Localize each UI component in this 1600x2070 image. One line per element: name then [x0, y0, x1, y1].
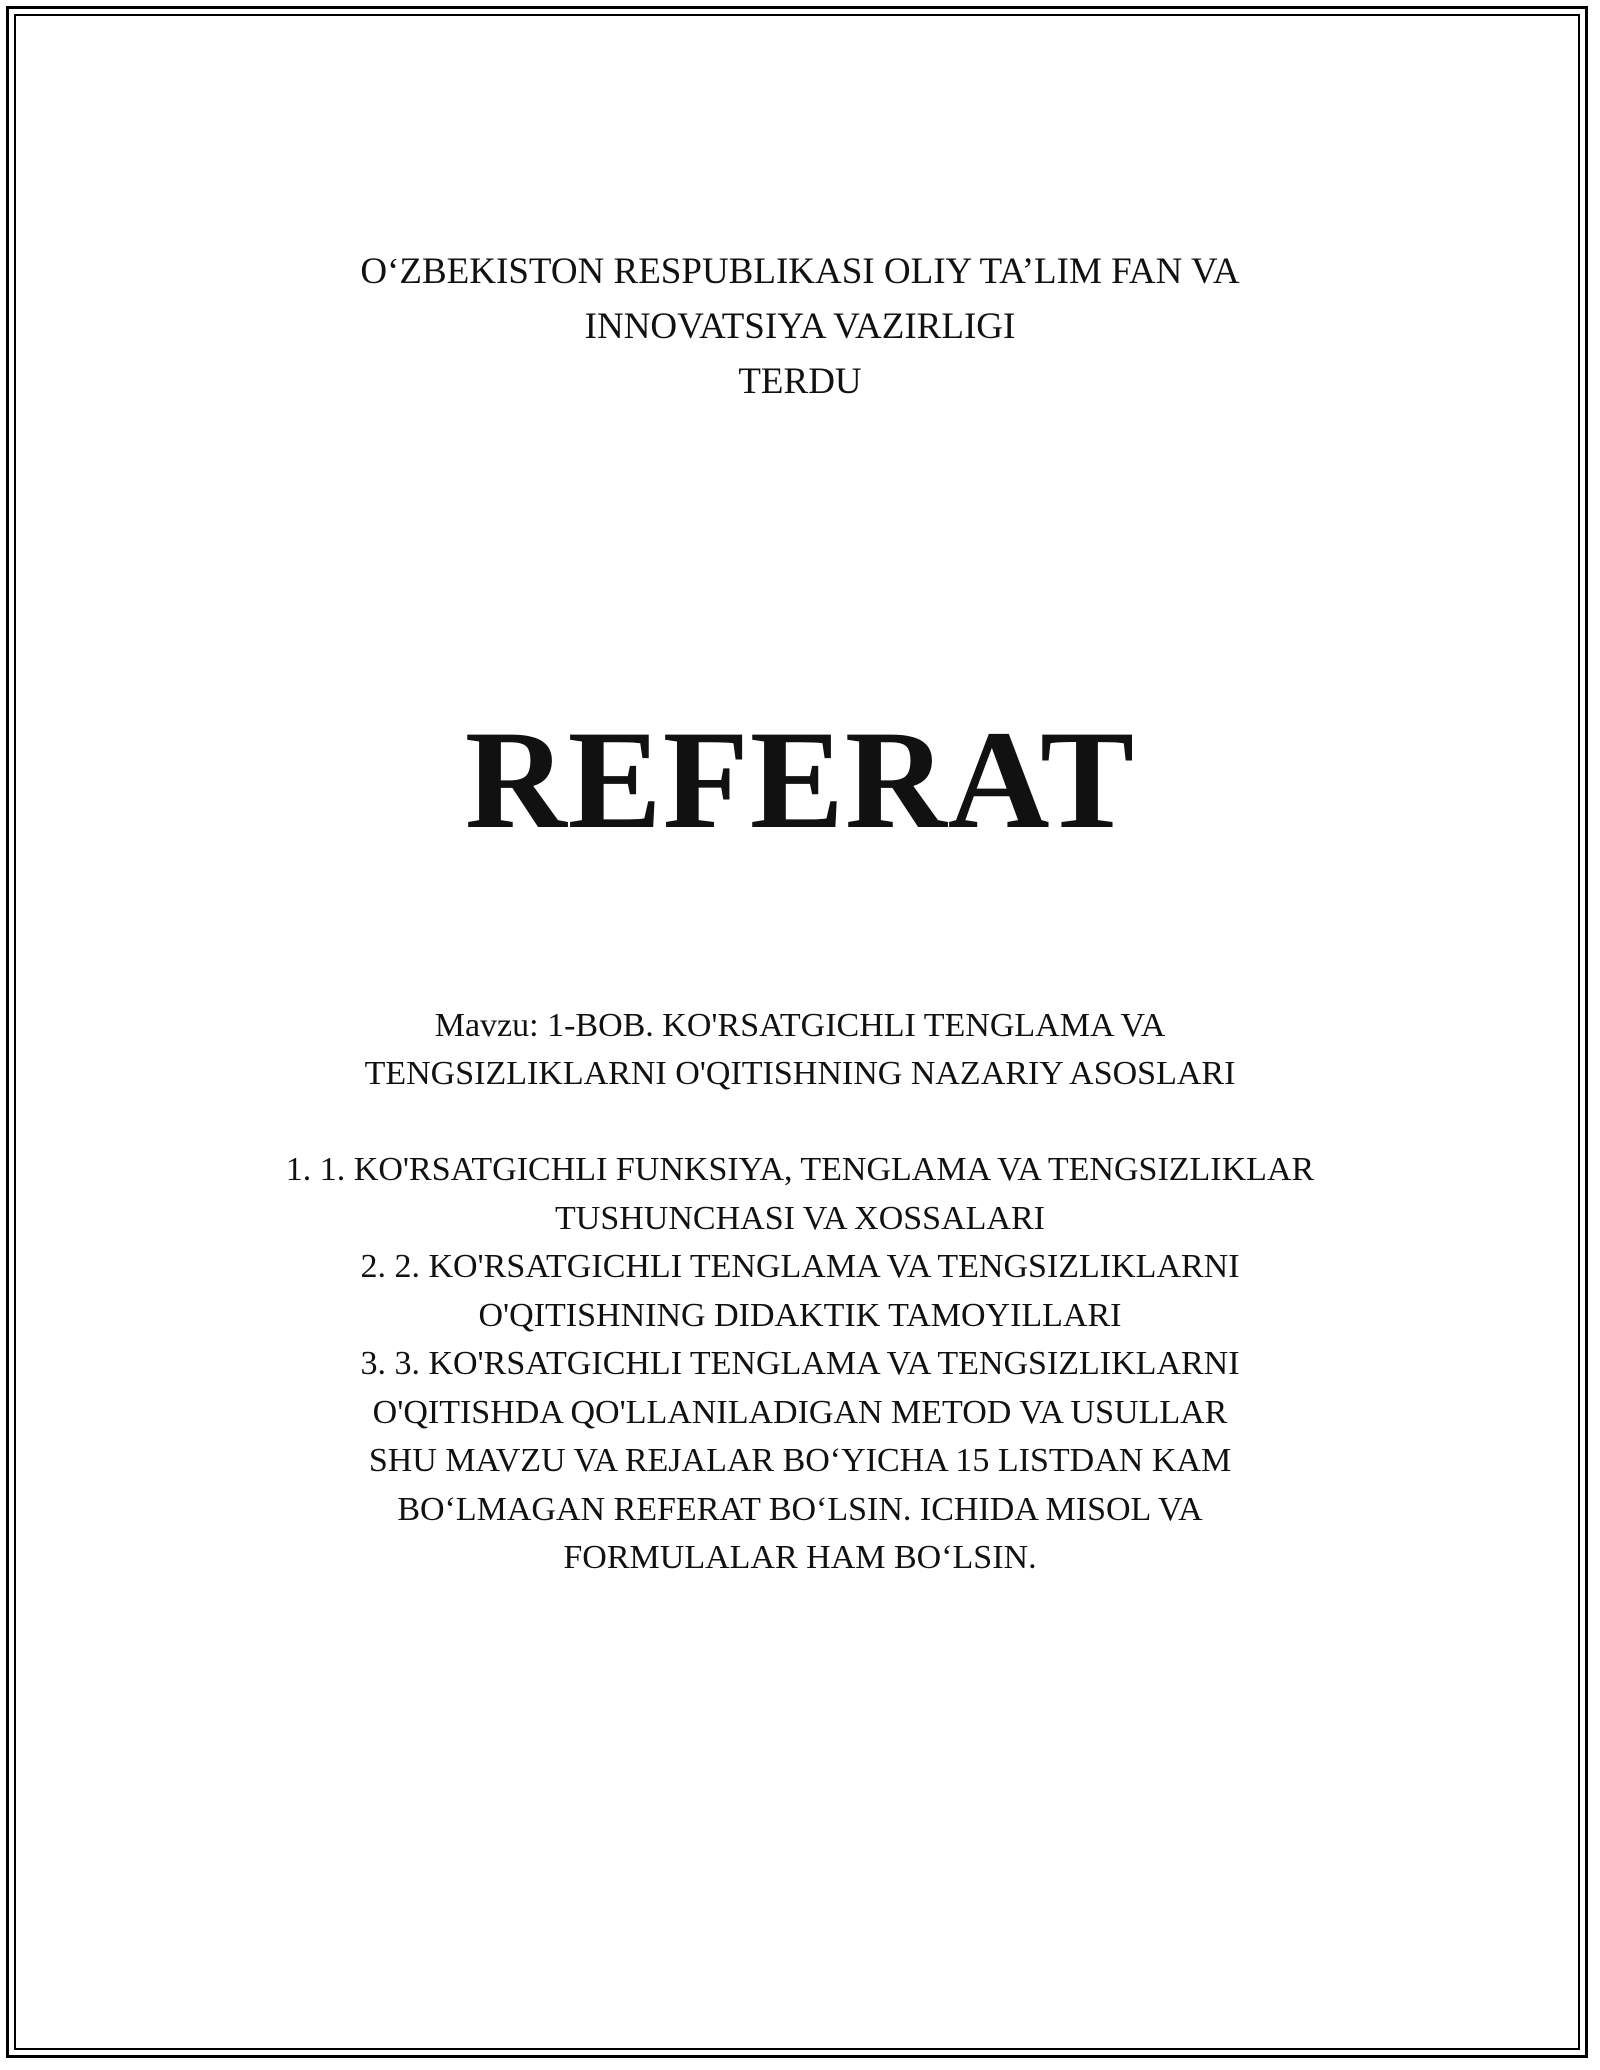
document-title: REFERAT	[464, 702, 1136, 858]
plan-line: O'QITISHNING DIDAKTIK TAMOYILLARI	[478, 1296, 1122, 1334]
plan-line: 3. 3. KO'RSATGICHLI TENGLAMA VA TENGSIZLIKLARNI	[360, 1345, 1240, 1382]
plan-line: TUSHUNCHASI VA XOSSALARI	[555, 1199, 1045, 1237]
instruction-line: BO‘LMAGAN REFERAT BO‘LSIN. ICHIDA MISOL VA	[397, 1490, 1203, 1528]
plan-line: 2. 2. KO'RSATGICHLI TENGLAMA VA TENGSIZLIKLARNI	[360, 1248, 1240, 1285]
topic-line-1: Mavzu: 1-BOB. KO'RSATGICHLI TENGLAMA VA	[434, 1007, 1166, 1044]
ministry-line-2: INNOVATSIYA VAZIRLIGI	[584, 306, 1016, 347]
instruction-line: FORMULALAR HAM BO‘LSIN.	[563, 1539, 1037, 1576]
university-name: TERDU	[738, 361, 862, 402]
topic-line-2: TENGSIZLIKLARNI O'QITISHNING NAZARIY ASOSLARI	[364, 1055, 1236, 1092]
plan-line: 1. 1. KO'RSATGICHLI FUNKSIYA, TENGLAMA VA TENGSIZLIKLAR	[285, 1151, 1315, 1188]
instruction-line: SHU MAVZU VA REJALAR BO‘YICHA 15 LISTDAN KAM	[368, 1442, 1232, 1479]
plan-block	[0, 1146, 1600, 1583]
ministry-header	[0, 244, 1600, 409]
plan-line: O'QITISHDA QO'LLANILADIGAN METOD VA USULLAR	[372, 1393, 1228, 1431]
ministry-line-1: O‘ZBEKISTON RESPUBLIKASI OLIY TA’LIM FAN VA	[360, 251, 1240, 292]
topic-block	[0, 1002, 1600, 1098]
